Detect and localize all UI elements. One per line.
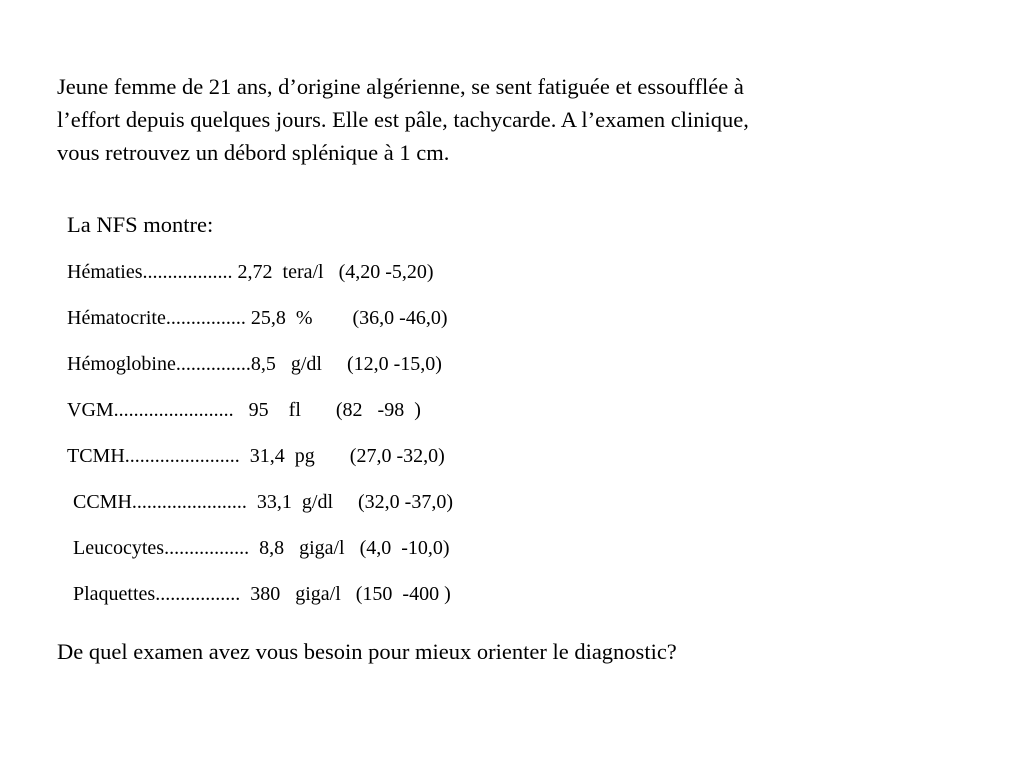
lab-row-plaquettes: Plaquettes................. 380 giga/l (150 -400 ) <box>73 583 451 605</box>
question-text: De quel examen avez vous besoin pour mieux orienter le diagnostic? <box>57 639 677 664</box>
lab-row-hematies: Hématies.................. 2,72 tera/l (4,20 -5,20) <box>67 261 434 283</box>
case-description-line-2: l’effort depuis quelques jours. Elle est pâle, tachycarde. A l’examen clinique, <box>57 107 749 132</box>
lab-row-vgm: VGM........................ 95 fl (82 -98 ) <box>67 399 421 421</box>
lab-row-tcmh: TCMH....................... 31,4 pg (27,0 -32,0) <box>67 445 445 467</box>
lab-row-hemoglobine: Hémoglobine...............8,5 g/dl (12,0 -15,0) <box>67 353 442 375</box>
nfs-title: La NFS montre: <box>67 212 214 237</box>
case-description <box>57 70 977 169</box>
lab-row-hematocrite: Hématocrite................ 25,8 % (36,0 -46,0) <box>67 307 448 329</box>
lab-row-leucocytes: Leucocytes................. 8,8 giga/l (4,0 -10,0) <box>73 537 450 559</box>
case-description-line-3: vous retrouvez un débord splénique à 1 cm. <box>57 140 450 165</box>
case-description-line-1: Jeune femme de 21 ans, d’origine algérienne, se sent fatiguée et essoufflée à <box>57 74 744 99</box>
lab-row-ccmh: CCMH....................... 33,1 g/dl (32,0 -37,0) <box>73 491 453 513</box>
